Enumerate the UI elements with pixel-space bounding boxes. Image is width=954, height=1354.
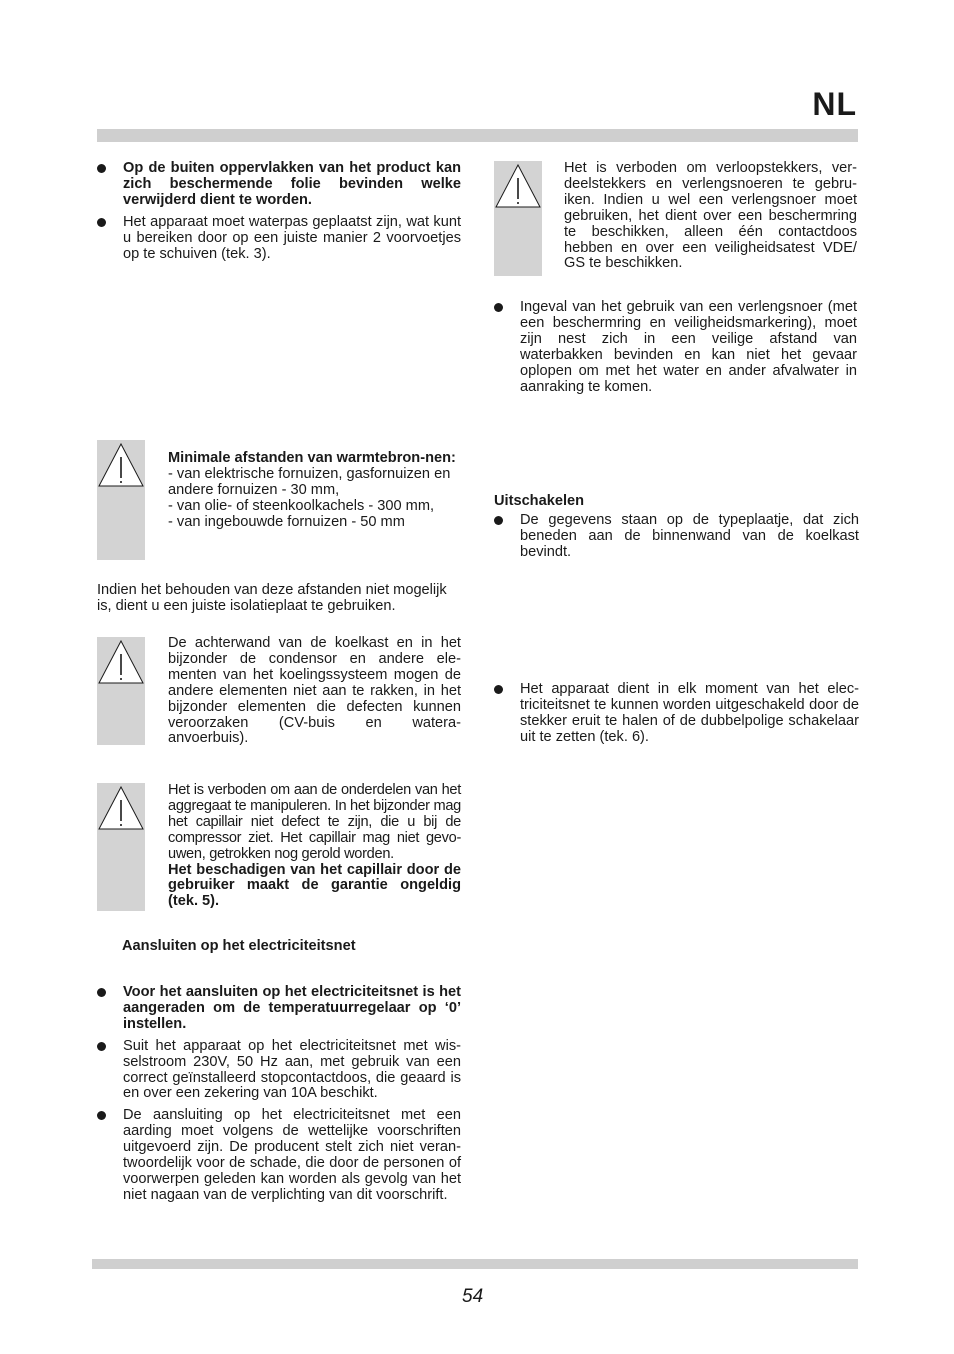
- warning-text-extension-cords: Het is verboden om verloopstekkers, ver-deelstekkers en verlengsnoeren te gebru-iken. Indien u wel een verlengsnoer moet gebruiken, het dient over een beschermring te beschikken, alleen één contactdoos hebben en over een veiligheidsatest VDE/ GS te beschikken.: [564, 160, 857, 272]
- bullet-icon: [97, 218, 106, 227]
- warning-text-distances: Minimale afstanden van warmtebron-nen: - van elektrische fornuizen, gasfornuizen en andere fornuizen - 30 mm, - van olie- of steenkoolkachels - 300 mm, - van ingebouwde fornuizen - 50 mm: [168, 450, 456, 530]
- page-number: 54: [462, 1286, 484, 1307]
- warning-triangle-icon: [97, 442, 145, 490]
- bullet-icon: [97, 988, 106, 997]
- intro-list: [97, 161, 461, 262]
- bullet-icon: [494, 516, 503, 525]
- warning-block: [494, 161, 542, 276]
- warning-triangle-icon: [97, 639, 145, 687]
- list-item: Het apparaat dient in elk moment van het elec-triciteitsnet te kunnen worden uitgeschakeld door de stekker eruit te halen of de dubbelpolige schakelaar uit te zetten (tek. 6).: [494, 682, 859, 746]
- bullet-icon: [494, 303, 503, 312]
- warning-block: [97, 440, 145, 560]
- list-item: Voor het aansluiten op het electriciteitsnet is het aangeraden om de temperatuurregelaar op ‘0’ instellen.: [97, 985, 461, 1033]
- bullet-icon: [97, 1042, 106, 1051]
- connect-list: [97, 985, 461, 1204]
- warning-block: [97, 783, 145, 911]
- list-item: De aansluiting op het electriciteitsnet met een aarding moet volgens de wettelijke voorschriften uitgevoerd zijn. De producent stelt zich niet veran-twoordelijk voor de schade, die door de personen of voorwerpen geleden kan worden als gevolg van het niet nagaan van de verplichting van dit voorschrift.: [97, 1108, 461, 1203]
- bullet-icon: [494, 685, 503, 694]
- header-rule: [97, 129, 858, 142]
- warning-triangle-icon: [97, 785, 145, 833]
- list-item: Suit het apparaat op het electriciteitsnet met wis-selstroom 230V, 50 Hz aan, met gebruik van een correct geïnstalleerd stopcontactdoos, die geaard is en over een zekering van 10A beschikt.: [97, 1039, 461, 1103]
- warning-text-rear-wall: De achterwand van de koelkast en in het bijzonder de condensor en andere ele-menten van het koelingssysteem mogen de andere elementen niet aan te rakken, in het bijzonder elementen die defecten kunnen veroorzaken (CV-buis en watera-anvoerbuis).: [168, 635, 461, 747]
- list-item: Het apparaat moet waterpas geplaatst zijn, wat kunt u bereiken door op een juiste manier 2 voorvoetjes op te schuiven (tek. 3).: [97, 215, 461, 263]
- list-item: Op de buiten oppervlakken van het product kan zich beschermende folie bevinden welke verwijderd dient te worden.: [97, 161, 461, 209]
- isolation-note: Indien het behouden van deze afstanden niet mogelijk is, dient u een juiste isolatieplaat te gebruiken.: [97, 582, 447, 614]
- list-item: De gegevens staan op de typeplaatje, dat zich beneden aan de binnenwand van de koelkast bevindt.: [494, 513, 859, 561]
- bullet-icon: [97, 164, 106, 173]
- warning-block: [97, 637, 145, 745]
- warning-triangle-icon: [494, 163, 542, 211]
- language-code: NL: [812, 86, 857, 122]
- list-item: Ingeval van het gebruik van een verlengsnoer (met een beschermring en veiligheidsmarkering), moet zijn nest zich in een veilige afstand van waterbakken bevinden en kan niet het gevaar oplopen om met het water en ander afvalwater in aanraking te komen.: [494, 300, 857, 395]
- warning-text-aggregate: Het is verboden om aan de onderdelen van het aggregaat te manipuleren. In het bijzonder mag het capillair niet defect te zijn, die u bij de compressor ziet. Het capillair mag niet gevo-uwen, getrokken nog gerold worden. Het beschadigen van het capillair door de gebruiker maakt de garantie ongeldig (tek. 5).: [168, 782, 461, 910]
- footer-rule: [92, 1259, 858, 1269]
- section-heading-connect: Aansluiten op het electriciteitsnet: [122, 938, 356, 954]
- bullet-icon: [97, 1111, 106, 1120]
- section-heading-switch-off: Uitschakelen: [494, 493, 585, 509]
